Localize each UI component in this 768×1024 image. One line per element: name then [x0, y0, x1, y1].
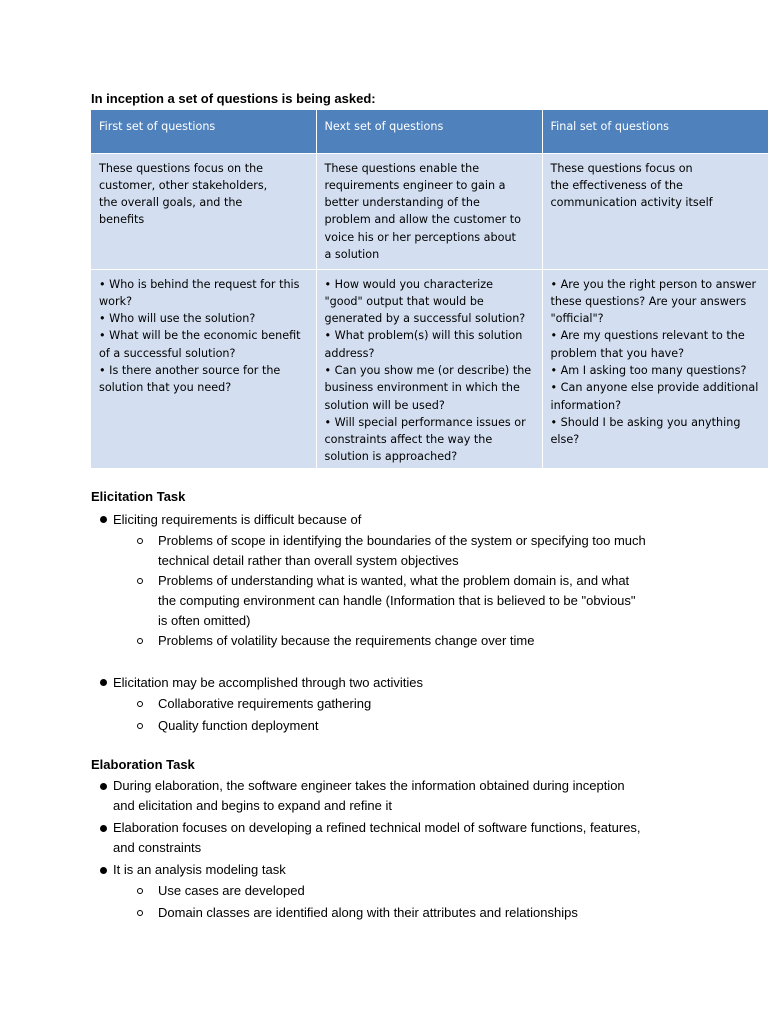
table-row: [91, 153, 768, 269]
cell-line: • Who will use the solution?: [99, 312, 256, 326]
cell-line: constraints affect the way the: [324, 433, 493, 447]
cell-line: • What will be the economic benefit: [99, 329, 301, 343]
bullet-circle-icon: [137, 701, 143, 707]
cell-line: benefits: [99, 213, 145, 227]
bullet-circle-icon: [137, 910, 143, 916]
elicitation-heading: Elicitation Task: [91, 489, 186, 504]
cell-line: • Is there another source for the: [99, 363, 281, 377]
list-item: Collaborative requirements gathering: [158, 696, 372, 711]
cell-line: else?: [550, 433, 580, 447]
header-next-set: Next set of questions: [316, 110, 542, 153]
cell-line: • Should I be asking you anything: [550, 415, 741, 429]
cell-line: information?: [550, 398, 622, 412]
list-item-line: is often omitted): [158, 613, 251, 628]
list-item: It is an analysis modeling task: [113, 862, 286, 877]
focus-cell-final: [542, 153, 768, 269]
list-item-line: and constraints: [113, 840, 202, 855]
list-item-line: the computing environment can handle (Information that is believed to be "obvious": [158, 593, 636, 608]
cell-line: • Will special performance issues or: [324, 415, 526, 429]
list-item: [113, 818, 641, 858]
bullet-dot-icon: [100, 783, 107, 790]
cell-line: These questions focus on the: [99, 161, 264, 175]
header-final-set: Final set of questions: [542, 110, 768, 153]
cell-line: communication activity itself: [550, 196, 713, 210]
cell-line: of a successful solution?: [99, 346, 236, 360]
focus-cell-next: [316, 153, 542, 269]
questions-cell-next: [316, 269, 542, 468]
list-item-line: During elaboration, the software engineer takes the information obtained during inception: [113, 778, 625, 793]
cell-line: problem and allow the customer to: [324, 213, 521, 227]
list-item-line: Elaboration focuses on developing a refined technical model of software functions, features,: [113, 820, 641, 835]
questions-cell-final: [542, 269, 768, 468]
questions-table: [91, 110, 768, 468]
cell-line: These questions enable the: [324, 161, 480, 175]
cell-line: the overall goals, and the: [99, 196, 243, 210]
cell-line: • Are my questions relevant to the: [550, 329, 745, 343]
list-item: Domain classes are identified along with their attributes and relationships: [158, 905, 578, 920]
cell-line: • How would you characterize: [324, 277, 494, 291]
bullet-circle-icon: [137, 578, 143, 584]
cell-line: • Are you the right person to answer: [550, 277, 757, 291]
intro-heading: In inception a set of questions is being asked:: [91, 91, 376, 106]
list-item-line: Problems of scope in identifying the boundaries of the system or specifying too much: [158, 533, 646, 548]
table-header-row: [91, 110, 768, 153]
list-item-line: technical detail rather than overall system objectives: [158, 553, 459, 568]
header-first-set: First set of questions: [91, 110, 316, 153]
bullet-circle-icon: [137, 723, 143, 729]
bullet-circle-icon: [137, 638, 143, 644]
bullet-dot-icon: [100, 825, 107, 832]
bullet-dot-icon: [100, 679, 107, 686]
elaboration-heading: Elaboration Task: [91, 757, 195, 772]
cell-line: these questions? Are your answers: [550, 294, 747, 308]
cell-line: solution is approached?: [324, 450, 458, 464]
cell-line: voice his or her perceptions about: [324, 230, 516, 244]
focus-cell-first: [91, 153, 316, 269]
cell-line: • Can you show me (or describe) the: [324, 363, 532, 377]
cell-line: "good" output that would be: [324, 294, 484, 308]
list-item-line: and elicitation and begins to expand and refine it: [113, 798, 392, 813]
bullet-dot-icon: [100, 516, 107, 523]
list-item: Problems of volatility because the requirements change over time: [158, 633, 535, 648]
cell-line: better understanding of the: [324, 196, 480, 210]
cell-line: customer, other stakeholders,: [99, 178, 268, 192]
list-item: Eliciting requirements is difficult because of: [113, 512, 362, 527]
cell-line: the effectiveness of the: [550, 178, 683, 192]
cell-line: • What problem(s) will this solution: [324, 329, 523, 343]
list-item: Quality function deployment: [158, 718, 319, 733]
cell-line: solution will be used?: [324, 398, 445, 412]
cell-line: problem that you have?: [550, 346, 685, 360]
list-item-line: Problems of understanding what is wanted, what the problem domain is, and what: [158, 573, 630, 588]
cell-line: a solution: [324, 247, 380, 261]
bullet-circle-icon: [137, 538, 143, 544]
list-item: [113, 776, 625, 816]
cell-line: requirements engineer to gain a: [324, 178, 506, 192]
cell-line: generated by a successful solution?: [324, 312, 526, 326]
list-item: Elicitation may be accomplished through two activities: [113, 675, 423, 690]
cell-line: • Who is behind the request for this: [99, 277, 300, 291]
list-item: [158, 571, 636, 631]
cell-line: solution that you need?: [99, 381, 232, 395]
list-item: Use cases are developed: [158, 883, 305, 898]
cell-line: • Am I asking too many questions?: [550, 363, 747, 377]
list-item: [158, 531, 646, 571]
cell-line: address?: [324, 346, 375, 360]
questions-cell-first: [91, 269, 316, 468]
cell-line: • Can anyone else provide additional: [550, 381, 759, 395]
cell-line: "official"?: [550, 312, 604, 326]
bullet-circle-icon: [137, 888, 143, 894]
table-row: [91, 269, 768, 468]
bullet-dot-icon: [100, 867, 107, 874]
cell-line: These questions focus on: [550, 161, 693, 175]
cell-line: work?: [99, 294, 133, 308]
cell-line: business environment in which the: [324, 381, 520, 395]
